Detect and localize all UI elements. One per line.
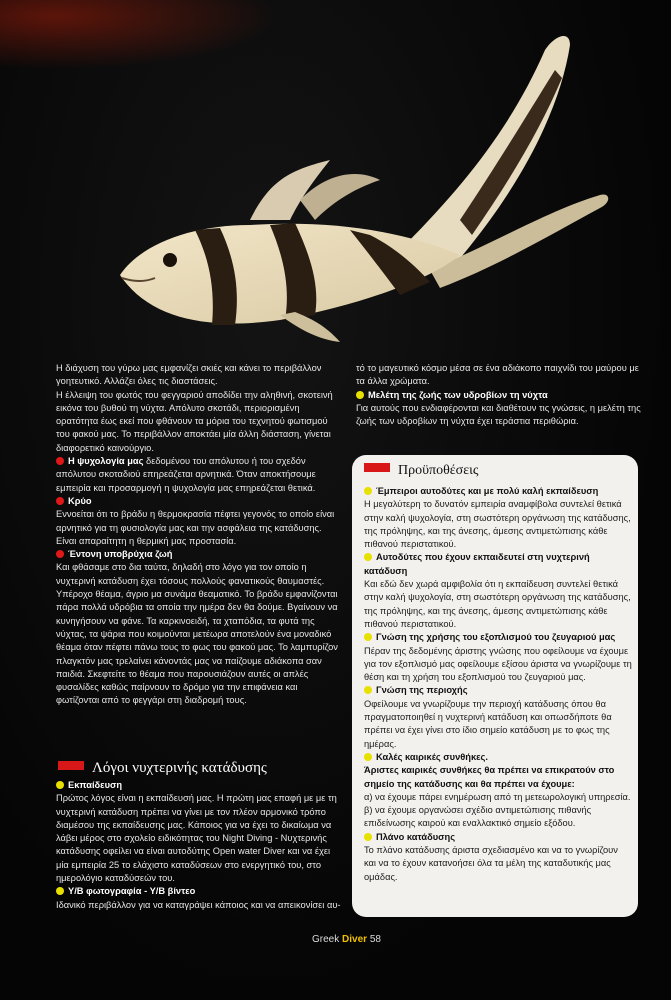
prereq-item-1-heading [364, 485, 632, 498]
magazine-brand: Diver [342, 934, 368, 945]
yellow-bullet-icon [364, 686, 372, 694]
prereq-item-2-heading [364, 551, 632, 578]
life-text: Και φθάσαμε στο δια ταύτα, δηλαδή στο λόγο για τον οποίο η νυχτερινή κατάδυση έχει τόσους πολλούς φανατικούς θαυμαστές. Υπέροχο θέαμα, άγριο μα συνάμα θεαματικό. Το βράδυ εμφανίζονται πάρα πολλά υδρόβια τα οποία την ημέρα δεν θα δούμε. Βγαίνουν να κυνηγήσουν να φάνε. Τα καρκινοειδή, τα χταπόδια, τα φυτά της νύχτας, τα ψάρια που κοιμούνται μετέωρα αποτελούν ένα μοναδικό θέαμα όταν πέφτει πάνω τους το φως του φακού μας. Το λαμπυρίζον πλαγκτόν μας τρελαίνει κάνοντάς μας να παίζουμε αδιάκοπα σαν παιδιά. Σκεφτείτε το θέαμα που παρουσιάζουν αυτές οι απλές φυσαλίδες καθώς παίρνουν το δρόμο για την επιφάνεια και φωτίζονται από το φεγγάρι στη διαδρομή τους. [56, 562, 338, 706]
photo-label: Υ/Β φωτογραφία - Υ/Β βίντεο [68, 886, 196, 897]
yellow-bullet-icon [364, 487, 372, 495]
reasons-column [56, 779, 342, 912]
psychology-text: δεδομένου του απόλυτου ή του σχεδόν απόλυτου σκοταδιού επηρεάζεται αρνητικά. Όταν αποκτήσουμε εμπειρία και προσαρμογή η ψυχολογία μας επηρεάζεται θετικά. [56, 456, 316, 493]
prereq-item-label: Καλές καιρικές συνθήκες. [376, 751, 488, 762]
page-footer [312, 934, 381, 945]
prereq-item-label: Γνώση της περιοχής [376, 685, 468, 696]
training-heading [56, 779, 342, 792]
left-column [56, 362, 342, 708]
magazine-name-prefix: Greek [312, 934, 343, 945]
prereq-item-text: Πέραν της δεδομένης άριστης γνώσης που οφείλουμε να έχουμε για τον εξοπλισμό μας οφείλουμε εξίσου άριστα να γνωρίζουμε τη θέση και τη χρήση του εξοπλισμού του ζευγαριού μας. [364, 645, 632, 683]
plan-heading [364, 831, 632, 844]
fish-photo [100, 20, 620, 350]
cold-label: Κρύο [68, 495, 92, 506]
continuation-paragraph: τό το μαγευτικό κόσμο μέσα σε ένα αδιάκοπο παιχνίδι του μαύρου με τα άλλα χρώματα. [356, 363, 639, 387]
prereq-item-text: Και εδώ δεν χωρά αμφιβολία ότι η εκπαίδευση συντελεί θετικά στην καλή ψυχολογία, στη σωστότερη οργάνωση της κατάδυσης, της πρόληψης, και της άνεσης, άμεσης αντιμετώπισης κάθε πιθανού περιστατικού. [364, 579, 631, 629]
training-text: Πρώτος λόγος είναι η εκπαίδευσή μας. Η πρώτη μας επαφή με με τη νυχτερινή κατάδυση πρέπει να γίνει με τον πλέον αρμονικό τρόπο διαμέσου της εκπαίδευσης μας. Κάποιος για να έχει το δικαίωμα να λάβει μέρος στο σχολείο ειδικότητας του Night Diving - Νυχτερινής κατάδυσης οφείλει να είναι αυτοδύτης Open water Diver και να έχει μία εμπειρία 25 το ελάχιστο καταδύσεων στο ενεργητικό του, στο ημερολόγιο καταδύσεών του. [56, 793, 337, 884]
yellow-bullet-icon [364, 633, 372, 641]
prereq-item-4-heading [364, 684, 632, 697]
red-bullet-icon [56, 497, 64, 505]
prereq-item-5-heading [364, 751, 632, 764]
prerequisites-title: Προϋποθέσεις [398, 463, 479, 478]
prereq-item-label: Αυτοδύτες που έχουν εκπαιδευτεί στη νυχτερινή κατάδυση [364, 552, 590, 576]
yellow-bullet-icon [364, 553, 372, 561]
training-label: Εκπαίδευση [68, 780, 123, 790]
prereq-item-text: Η μεγαλύτερη το δυνατόν εμπειρία αναμφίβολα συντελεί θετικά στην καλή ψυχολογία, στη σωστότερη οργάνωση της κατάδυσης, της πρόληψης, και της άνεσης, άμεσης αντιμετώπισης κάθε πιθανού περιστατικού. [364, 499, 631, 550]
psychology-paragraph [56, 455, 342, 495]
reasons-title: Λόγοι νυχτερινής κατάδυσης [92, 760, 267, 776]
yellow-bullet-icon [356, 391, 364, 399]
yellow-bullet-icon [56, 887, 64, 895]
photo-heading [56, 885, 342, 898]
red-bullet-icon [56, 550, 64, 558]
plan-text: Το πλάνο κατάδυσης άριστα σχεδιασμένο και να το γνωρίζουν και να το έχουν κατανοήσει όλα τα μέλη της καταδυτικής μας ομάδας. [364, 845, 618, 882]
prereq-item-text: Οφείλουμε να γνωρίζουμε την περιοχή κατάδυσης όπου θα πραγματοποιηθεί η νυχτερινή κατάδυση και οπωσδήποτε θα πρέπει να έχει γίνει στο ίδιο σημείο κατάδυση με το φως της ημέρας. [364, 698, 612, 749]
cold-text: Εννοείται ότι το βράδυ η θερμοκρασία πέφτει γεγονός το οποίο είναι αρνητικό για τη φυσιολογία μας και την ασφάλεια της κατάδυσης. Είναι απαραίτητη η θερμική μας προστασία. [56, 509, 335, 546]
weather-item-b: β) να έχουμε οργανώσει σχέδιο αντιμετώπισης πιθανής επιδείνωσης καιρού και εναλλακτικό σημείο εξόδου. [364, 805, 592, 829]
prereq-item-label: Γνώση της χρήσης του εξοπλισμού του ζευγαριού μας [376, 632, 616, 643]
red-bullet-icon [56, 457, 64, 465]
life-label: Έντονη υποβρύχια ζωή [68, 549, 173, 560]
weather-bold-text: Άριστες καιρικές συνθήκες θα πρέπει να επικρατούν στο σημείο της κατάδυσης και θα πρέπει να έχουμε: [364, 765, 615, 789]
study-label: Μελέτη της ζωής των υδροβίων τη νύχτα [368, 389, 548, 400]
intro-paragraph-1: Η διάχυση του γύρω μας εμφανίζει σκιές και κάνει το περιβάλλον γοητευτικό. Αλλάζει όλες τις διαστάσεις. [56, 363, 322, 387]
photo-text: Ιδανικό περιβάλλον για να καταγράψει κάποιος και να απεικονίσει αυ- [56, 899, 341, 910]
plan-label: Πλάνο κατάδυσης [376, 831, 456, 842]
prereq-item-3-heading [364, 631, 632, 644]
red-bar-marker [58, 761, 84, 770]
page-number: 58 [369, 934, 381, 945]
reasons-heading [58, 759, 348, 777]
weather-item-a: α) να έχουμε πάρει ενημέρωση από τη μετεωρολογική υπηρεσία. [364, 791, 631, 802]
psychology-label: Η ψυχολογία μας [68, 456, 144, 467]
right-column-top [356, 362, 646, 428]
prereq-item-label: Έμπειροι αυτοδύτες και με πολύ καλή εκπαίδευση [376, 486, 599, 496]
prerequisites-heading [364, 463, 632, 485]
yellow-bullet-icon [364, 753, 372, 761]
life-heading [56, 548, 342, 561]
prerequisites-content [364, 463, 632, 884]
red-bar-marker [364, 463, 390, 472]
study-heading [356, 389, 646, 402]
intro-paragraph-2: Η έλλειψη του φωτός του φεγγαριού αποδίδει την αληθινή, σκοτεινή εικόνα του βυθού τη νύχτα. Απόλυτο σκοτάδι, περιορισμένη ορατότητα έως εκεί που φθάνουν τα μόρια του τεχνητού φωτισμού του φακού μας. Το περιβάλλον αποκτάει μία άλλη διάσταση, γίνεται διαφορετικό καινούργιο. [56, 389, 333, 453]
prerequisites-box [352, 455, 638, 917]
yellow-bullet-icon [56, 781, 64, 789]
yellow-bullet-icon [364, 833, 372, 841]
cold-heading [56, 495, 342, 508]
study-text: Για αυτούς που ενδιαφέρονται και διαθέτουν τις γνώσεις, η μελέτη της ζωής των υδροβίων τη νύχτα έχει τεράστια περιθώρια. [356, 402, 641, 427]
